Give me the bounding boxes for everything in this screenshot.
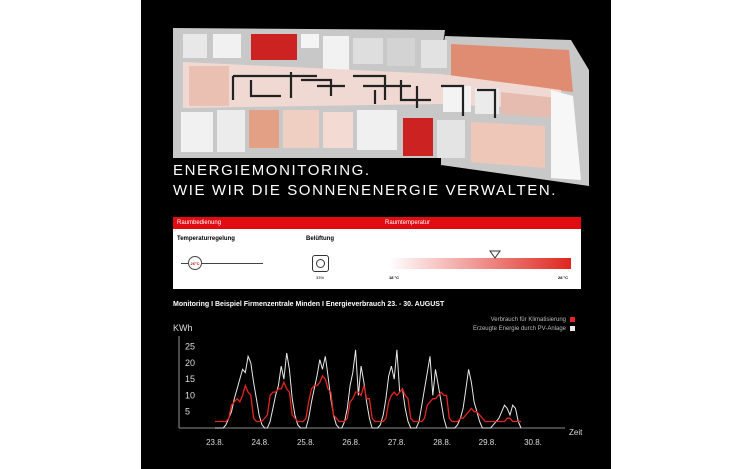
energy-monitoring-panel [141, 0, 611, 469]
room-top-3 [251, 34, 297, 60]
room-bottom-4 [283, 110, 319, 148]
x-tick-23.8.: 23.8. [206, 438, 224, 447]
room-bottom-7 [403, 118, 433, 156]
room-bottom-1 [181, 112, 213, 152]
room-top-6 [353, 38, 383, 64]
fan-icon [316, 259, 325, 268]
room-top-7 [387, 38, 415, 66]
y-tick-10: 10 [185, 390, 196, 401]
x-tick-30.8.: 30.8. [524, 438, 542, 447]
legend-pv-label: Erzeugte Energie durch PV-Anlage [472, 326, 566, 333]
room-mid-2 [443, 86, 471, 112]
x-tick-26.8.: 26.8. [342, 438, 361, 447]
room-top-5 [323, 36, 349, 70]
ventilation-value: 33% [316, 275, 325, 280]
x-axis-label: Zeit [569, 428, 583, 437]
y-tick-20: 20 [185, 357, 196, 368]
temperature-control-label: Temperaturregelung [177, 236, 235, 242]
x-tick-28.8.: 28.8. [433, 438, 452, 447]
x-tick-29.8.: 29.8. [478, 438, 497, 447]
y-tick-25: 25 [185, 341, 196, 352]
room-bottom-8 [437, 120, 465, 158]
room-control-box [173, 217, 581, 289]
chart-title: Monitoring I Beispiel Firmenzentrale Minden I Energieverbrauch 23. - 30. AUGUST [173, 301, 445, 308]
ventilation-button[interactable] [312, 255, 329, 272]
temp-scale-min: 18 °C [389, 275, 400, 280]
headline-line-1: ENERGIEMONITORING. [173, 162, 371, 179]
room-mid-1 [189, 66, 229, 106]
room-top-8 [421, 40, 447, 68]
room-top-2 [213, 34, 241, 58]
ventilation-label: Belüftung [306, 236, 334, 242]
energy-chart [141, 318, 611, 458]
room-bottom-2 [217, 110, 245, 152]
temperature-marker-icon [489, 250, 501, 259]
temperature-value: 26°C [190, 261, 200, 266]
pv-line [215, 350, 521, 428]
x-tick-27.8.: 27.8. [387, 438, 406, 447]
room-bottom-5 [323, 112, 353, 148]
headline-line-2: WIE WIR DIE SONNENENERGIE VERWALTEN. [173, 182, 558, 199]
room-bottom-9 [471, 122, 545, 168]
temp-scale-max: 28 °C [558, 275, 569, 280]
x-tick-24.8.: 24.8. [251, 438, 270, 447]
temperature-slider-knob[interactable] [188, 256, 202, 270]
room-temperature-header: Raumtemperatur [381, 217, 581, 229]
y-tick-15: 15 [185, 374, 196, 385]
y-axis-label: KWh [173, 323, 193, 333]
room-bottom-3 [249, 110, 279, 148]
room-top-1 [183, 34, 207, 58]
room-control-header: Raumbedienung [173, 217, 381, 229]
x-tick-25.8.: 25.8. [296, 438, 315, 447]
room-top-4 [301, 34, 319, 48]
legend-consumption-label: Verbrauch für Klimatisierung [490, 317, 566, 324]
y-tick-5: 5 [185, 406, 191, 417]
consumption-line [215, 376, 521, 422]
room-bottom-6 [357, 110, 397, 150]
temperature-gradient-bar [389, 258, 571, 269]
